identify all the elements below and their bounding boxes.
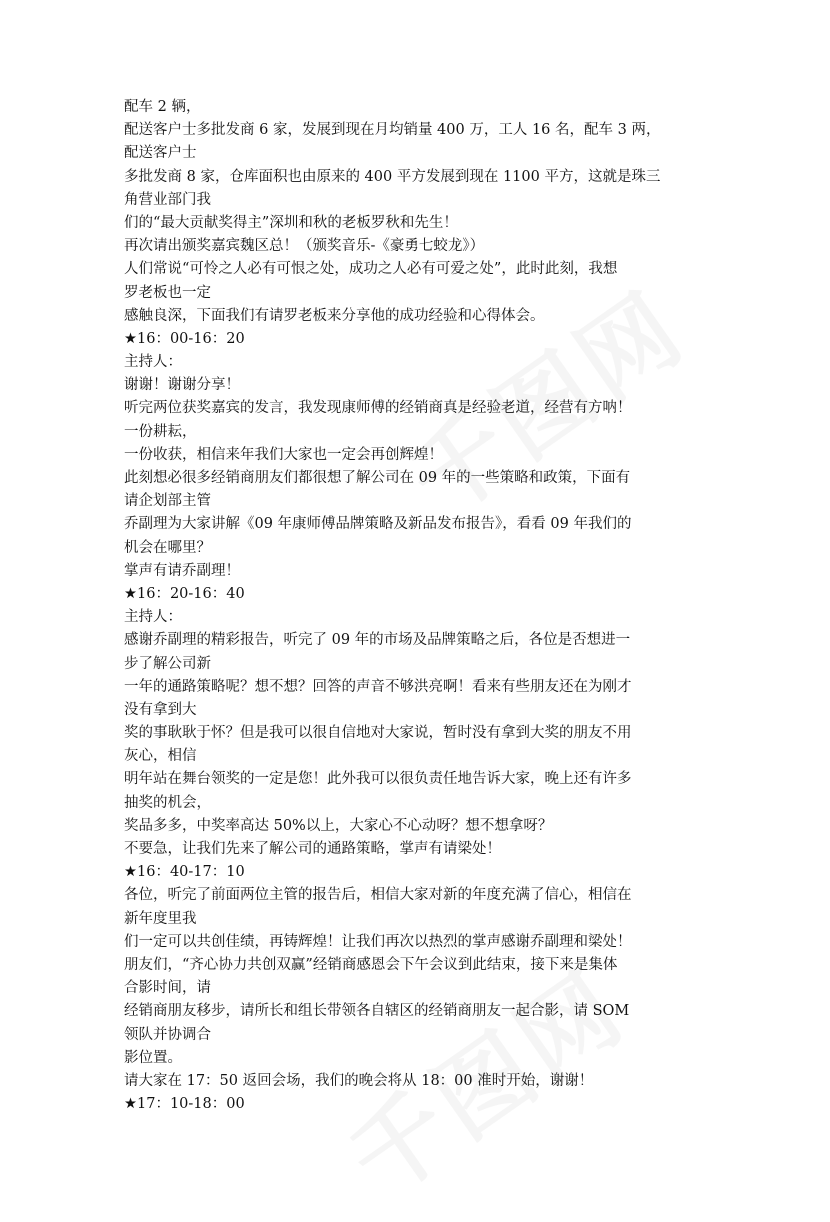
text-line: 领队并协调合 (124, 1026, 211, 1043)
text-line: 请企划部主管 (124, 493, 211, 510)
text-line: 朋友们，“齐心协力共创双赢”经销商感恩会下午会议到此结束，接下来是集体 (124, 956, 618, 973)
text-line: 乔副理为大家讲解《09 年康师傅品牌策略及新品发布报告》，看看 09 年我们的 (124, 516, 632, 533)
document-body (124, 96, 716, 1116)
text-line: 抽奖的机会， (124, 794, 211, 811)
text-line: 们一定可以共创佳绩，再铸辉煌！让我们再次以热烈的掌声感谢乔副理和梁处！ (124, 933, 632, 950)
text-line: 明年站在舞台领奖的一定是您！此外我可以很负责任地告诉大家，晚上还有许多 (124, 771, 632, 788)
text-line: ★16：40-17：10 (124, 864, 245, 881)
text-line: 再次请出颁奖嘉宾魏区总！（颁奖音乐-《豪勇七蛟龙》） (124, 238, 485, 255)
text-line: 此刻想必很多经销商朋友们都很想了解公司在 09 年的一些策略和政策，下面有 (124, 470, 631, 486)
text-line: 角营业部门我 (124, 191, 211, 208)
text-line: 奖品多多，中奖率高达 50%以上，大家心不心动呀？想不想拿呀？ (124, 817, 553, 834)
text-line: ★16：00-16：20 (124, 330, 245, 347)
text-line: 谢谢！谢谢分享！ (124, 377, 240, 394)
text-line: 影位置。 (124, 1049, 182, 1066)
text-line: 一份耕耘， (124, 423, 197, 440)
text-line: 不要急，让我们先来了解公司的通路策略，掌声有请梁处！ (124, 841, 501, 857)
text-line: 感谢乔副理的精彩报告，听完了 09 年的市场及品牌策略之后，各位是否想进一 (124, 632, 631, 649)
text-line: 一份收获，相信来年我们大家也一定会再创辉煌！ (124, 446, 443, 463)
text-line: 一年的通路策略呢？想不想？回答的声音不够洪亮啊！看来有些朋友还在为刚才 (124, 678, 632, 695)
text-line: ★17：10-18：00 (124, 1096, 245, 1113)
text-line: 灰心，相信 (124, 748, 197, 765)
text-line: 没有拿到大 (124, 701, 197, 718)
text-line: 感触良深，下面我们有请罗老板来分享他的成功经验和心得体会。 (124, 307, 545, 324)
text-line: 掌声有请乔副理！ (124, 562, 240, 579)
text-line: 奖的事耿耿于怀？但是我可以很自信地对大家说，暂时没有拿到大奖的朋友不用 (124, 725, 632, 742)
text-line: 配车 2 辆， (124, 99, 201, 115)
text-line: 罗老板也一定 (124, 284, 211, 301)
text-line: 主持人： (124, 354, 182, 371)
text-line: 新年度里我 (124, 910, 197, 927)
text-line: 配送客户士多批发商 6 家，发展到现在月均销量 400 万，工人 16 名，配车 3 两， (124, 122, 661, 139)
text-line: 主持人： (124, 609, 182, 626)
text-line: 多批发商 8 家，仓库面积也由原来的 400 平方发展到现在 1100 平方，这就是珠三 (124, 168, 661, 185)
text-line: 人们常说“可怜之人必有可恨之处，成功之人必有可爱之处”，此时此刻，我想 (124, 261, 618, 278)
text-line: 经销商朋友移步，请所长和组长带领各自辖区的经销商朋友一起合影，请 SOM (124, 1003, 630, 1020)
text-line: 步了解公司新 (124, 655, 211, 672)
text-line: 请大家在 17：50 返回会场，我们的晚会将从 18：00 准时开始，谢谢！ (124, 1072, 594, 1089)
text-line: 们的“最大贡献奖得主”深圳和秋的老板罗秋和先生！ (124, 214, 458, 231)
text-line: 合影时间，请 (124, 980, 211, 997)
text-line: ★16：20-16：40 (124, 585, 245, 602)
text-line: 配送客户士 (124, 145, 197, 162)
text-line: 机会在哪里？ (124, 539, 211, 556)
text-line: 各位，听完了前面两位主管的报告后，相信大家对新的年度充满了信心，相信在 (124, 887, 632, 904)
text-line: 听完两位获奖嘉宾的发言，我发现康师傅的经销商真是经验老道，经营有方呐！ (124, 400, 632, 417)
